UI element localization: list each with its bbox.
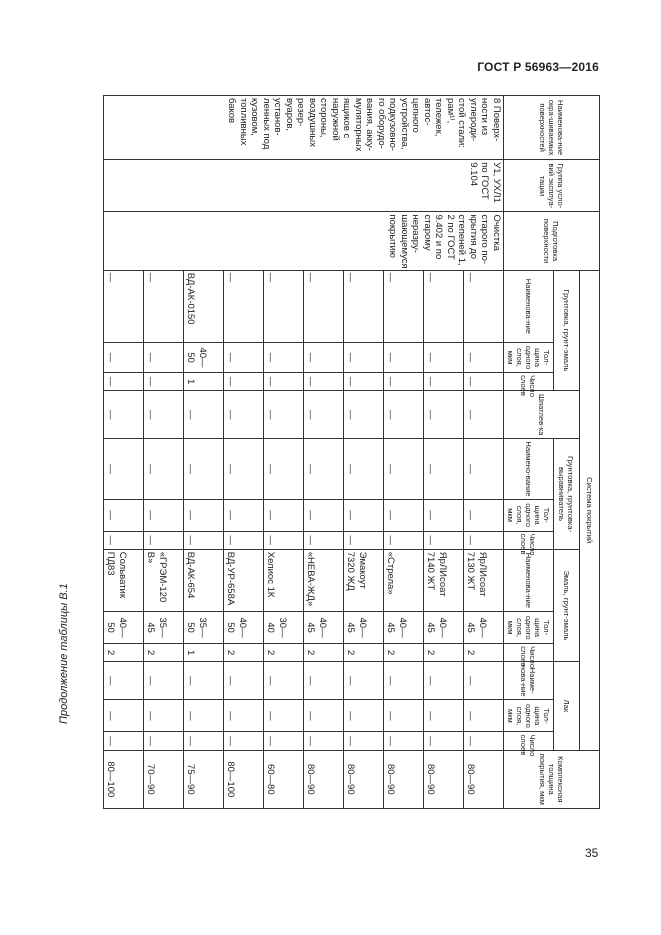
cell-g-name: — (104, 439, 144, 499)
cell-e-name: ВД-УР-658А (224, 549, 264, 611)
cell-e-name: ЯрЛИсоат 7130 ЖТ (464, 549, 504, 611)
cell-g-layers: — (304, 531, 344, 549)
cell-g-layers: — (184, 531, 224, 549)
cell-p-name: — (344, 270, 384, 342)
cell-p-layers: — (224, 373, 264, 391)
cell-l-thick: — (264, 700, 304, 732)
surface-name-cell: 8 Поверх-ности из углероди-стой стали: рам¹⁾, тележек, автос-цепного устройства, подкузовно-го оборудо-вания, акку-муляторных ящиков с наружной стороны, воздушных резер-вуаров, установ-ленных под кузовом, топливных баков (104, 96, 504, 160)
cell-g-layers: — (464, 531, 504, 549)
header-primer-thickness: Тол-щина одного слоя, мкм (504, 342, 554, 372)
cell-g-layers: — (384, 531, 424, 549)
cell-l-thick: — (184, 700, 224, 732)
cell-l-layers: — (184, 732, 224, 750)
cell-l-layers: — (384, 732, 424, 750)
operating-group-cell: У1, УХЛ1 по ГОСТ 9.104 (104, 160, 504, 212)
cell-l-layers: — (224, 732, 264, 750)
header-lacquer-thickness: Тол-щина одного слоя, мкм (504, 700, 554, 732)
cell-l-layers: — (304, 732, 344, 750)
cell-p-layers: 1 (184, 373, 224, 391)
cell-g-thick: — (224, 499, 264, 531)
cell-e-name: Эмакоут 7320 ЖД (344, 549, 384, 611)
cell-p-thick: — (384, 342, 424, 372)
cell-l-layers: — (464, 732, 504, 750)
header-putty: Шпатлев-ка (504, 391, 580, 439)
cell-l-name: — (424, 662, 464, 700)
header-primer-enamel: Грунтовка, грунт-эмаль (554, 270, 580, 390)
header-primer-name: Наименова-ние (504, 270, 554, 342)
cell-total: 80—100 (104, 750, 144, 808)
cell-g-layers: — (264, 531, 304, 549)
cell-e-name: «НЕВА-ЖД» (304, 549, 344, 611)
coating-systems-table (103, 95, 600, 809)
cell-e-layers: 2 (224, 644, 264, 662)
header-primer-leveler: Грунтовка, грунтовка-выравниватель (554, 439, 580, 549)
cell-g-name: — (184, 439, 224, 499)
cell-p-name: — (464, 270, 504, 342)
cell-e-layers: 2 (424, 644, 464, 662)
cell-e-layers: 2 (384, 644, 424, 662)
header-lacquer: Лак (554, 662, 580, 750)
header-leveler-thickness: Тол-щина одного слоя, мкм (504, 499, 554, 531)
cell-e-thick: 40—45 (304, 612, 344, 644)
cell-l-thick: — (464, 700, 504, 732)
cell-p-layers: — (304, 373, 344, 391)
cell-p-thick: — (304, 342, 344, 372)
header-total-thickness: Комплексная толщина покрытия, мкм (504, 750, 600, 808)
cell-l-thick: — (104, 700, 144, 732)
cell-l-name: — (184, 662, 224, 700)
cell-putty: — (144, 391, 184, 439)
document-header-standard: ГОСТ Р 56963—2016 (477, 60, 599, 74)
header-enamel-name: Наименова-ние (504, 549, 554, 611)
cell-g-name: — (344, 439, 384, 499)
cell-e-layers: 2 (144, 644, 184, 662)
cell-total: 80—90 (384, 750, 424, 808)
cell-g-layers: — (224, 531, 264, 549)
cell-l-layers: — (104, 732, 144, 750)
cell-l-name: — (464, 662, 504, 700)
cell-putty: — (464, 391, 504, 439)
cell-l-name: — (384, 662, 424, 700)
cell-l-layers: — (344, 732, 384, 750)
cell-g-name: — (384, 439, 424, 499)
cell-l-layers: — (264, 732, 304, 750)
cell-e-name: «ГРЭМ-120 В» (144, 549, 184, 611)
cell-g-name: — (264, 439, 304, 499)
cell-p-name: ВД-АК-0150 (184, 270, 224, 342)
cell-g-layers: — (144, 531, 184, 549)
cell-total: 75—90 (184, 750, 224, 808)
cell-l-thick: — (304, 700, 344, 732)
cell-p-thick: — (144, 342, 184, 372)
cell-l-name: — (304, 662, 344, 700)
header-enamel-layers: Число слоев (504, 644, 554, 662)
cell-p-name: — (264, 270, 304, 342)
cell-p-layers: — (424, 373, 464, 391)
cell-putty: — (424, 391, 464, 439)
cell-putty: — (344, 391, 384, 439)
cell-total: 60—80 (264, 750, 304, 808)
cell-putty: — (224, 391, 264, 439)
cell-putty: — (304, 391, 344, 439)
cell-e-layers: 2 (464, 644, 504, 662)
cell-putty: — (104, 391, 144, 439)
cell-g-thick: — (344, 499, 384, 531)
cell-p-name: — (104, 270, 144, 342)
cell-e-layers: 2 (304, 644, 344, 662)
cell-p-thick: — (464, 342, 504, 372)
cell-putty: — (384, 391, 424, 439)
cell-e-name: Хелиос 1К (264, 549, 304, 611)
cell-g-name: — (144, 439, 184, 499)
cell-l-thick: — (144, 700, 184, 732)
cell-g-name: — (424, 439, 464, 499)
cell-p-layers: — (384, 373, 424, 391)
cell-e-name: Сольватик ПД83 (104, 549, 144, 611)
header-leveler-layers: Число слоев (504, 531, 554, 549)
cell-g-thick: — (264, 499, 304, 531)
cell-l-thick: — (384, 700, 424, 732)
cell-g-thick: — (144, 499, 184, 531)
cell-total: 80—90 (304, 750, 344, 808)
cell-e-thick: 40—45 (384, 612, 424, 644)
cell-p-thick: — (104, 342, 144, 372)
cell-l-name: — (264, 662, 304, 700)
cell-g-thick: — (104, 499, 144, 531)
cell-putty: — (184, 391, 224, 439)
cell-e-thick: 40—45 (424, 612, 464, 644)
cell-e-name: ЯрЛИсоат 7140 ЖТ (424, 549, 464, 611)
cell-p-thick: — (224, 342, 264, 372)
header-surface-prep: Подготовка поверхности (504, 212, 600, 270)
header-enamel-thickness: Тол-щина одного слоя, мкм (504, 612, 554, 644)
cell-g-name: — (464, 439, 504, 499)
cell-g-name: — (304, 439, 344, 499)
header-lacquer-name: Наиме-нова-ние (504, 662, 554, 700)
cell-g-layers: — (104, 531, 144, 549)
cell-total: 70—90 (144, 750, 184, 808)
header-coating-system: Система покрытий (580, 270, 600, 750)
table-body (104, 96, 504, 809)
page-number: 35 (585, 846, 599, 860)
rotated-table-wrapper (81, 95, 600, 809)
cell-l-name: — (224, 662, 264, 700)
header-leveler-name: Наимено-вание (504, 439, 554, 499)
cell-p-layers: — (144, 373, 184, 391)
header-operating-group: Группа усло-вий эксплуа-тации (504, 160, 600, 212)
header-surface-name: Наименова-ние окра-шиваемых поверхностей (504, 96, 600, 160)
cell-total: 80—90 (464, 750, 504, 808)
cell-e-thick: 35—50 (184, 612, 224, 644)
cell-l-name: — (144, 662, 184, 700)
cell-p-thick: — (344, 342, 384, 372)
header-enamel: Эмаль, грунт-эмаль (554, 549, 580, 661)
cell-g-name: — (224, 439, 264, 499)
cell-p-layers: — (464, 373, 504, 391)
cell-l-layers: — (144, 732, 184, 750)
cell-g-layers: — (424, 531, 464, 549)
cell-g-thick: — (424, 499, 464, 531)
cell-putty: — (264, 391, 304, 439)
cell-e-thick: 40—45 (464, 612, 504, 644)
cell-p-name: — (144, 270, 184, 342)
cell-g-thick: — (184, 499, 224, 531)
cell-e-layers: 2 (344, 644, 384, 662)
cell-p-name: — (384, 270, 424, 342)
cell-g-thick: — (304, 499, 344, 531)
cell-p-name: — (224, 270, 264, 342)
cell-e-name: «Стрела» (384, 549, 424, 611)
header-primer-layers: Число слоев (504, 373, 554, 391)
cell-p-thick: 40—50 (184, 342, 224, 372)
cell-l-thick: — (224, 700, 264, 732)
cell-e-thick: 40—50 (104, 612, 144, 644)
cell-e-thick: 30—40 (264, 612, 304, 644)
cell-g-layers: — (344, 531, 384, 549)
table-row (464, 96, 504, 809)
cell-l-layers: — (424, 732, 464, 750)
cell-p-name: — (424, 270, 464, 342)
cell-p-thick: — (424, 342, 464, 372)
cell-l-name: — (104, 662, 144, 700)
cell-total: 80—90 (424, 750, 464, 808)
cell-p-layers: — (104, 373, 144, 391)
cell-l-name: — (344, 662, 384, 700)
table-continuation-caption: Продолжение таблицы В.1 (58, 583, 70, 724)
cell-p-layers: — (344, 373, 384, 391)
cell-p-layers: — (264, 373, 304, 391)
cell-p-name: — (304, 270, 344, 342)
cell-p-thick: — (264, 342, 304, 372)
cell-l-thick: — (344, 700, 384, 732)
cell-total: 80—100 (224, 750, 264, 808)
cell-g-thick: — (464, 499, 504, 531)
cell-e-name: ВД-АК-654 (184, 549, 224, 611)
cell-e-thick: 35—45 (144, 612, 184, 644)
cell-g-thick: — (384, 499, 424, 531)
cell-e-layers: 2 (104, 644, 144, 662)
cell-e-thick: 40—50 (224, 612, 264, 644)
cell-e-thick: 40—45 (344, 612, 384, 644)
header-lacquer-layers: Число слоев (504, 732, 554, 750)
cell-l-thick: — (424, 700, 464, 732)
cell-e-layers: 1 (184, 644, 224, 662)
cell-total: 80—90 (344, 750, 384, 808)
cell-e-layers: 2 (264, 644, 304, 662)
surface-prep-cell: Очистка старого по-крытия до степеней 1, 2 по ГОСТ 9.402 и по старому неразру-шающемуся покрытию (104, 212, 504, 270)
